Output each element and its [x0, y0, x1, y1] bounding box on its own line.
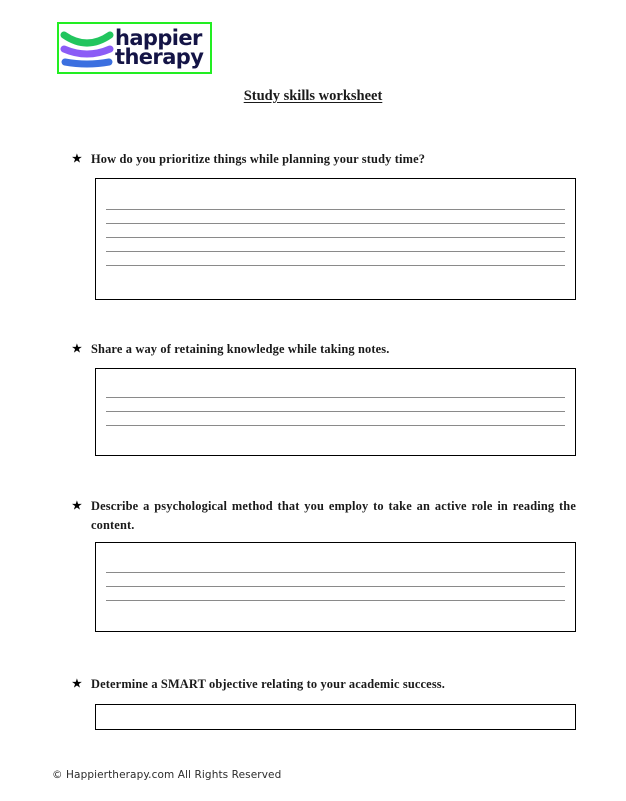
rule-line: [106, 411, 565, 412]
logo-arcs-icon: [60, 25, 114, 71]
question-text-1: How do you prioritize things while planning your study time?: [91, 152, 426, 166]
star-bullet-icon: ★: [72, 678, 82, 690]
question-text-3: Describe a psychological method that you employ to take an active role in reading the content.: [91, 499, 576, 533]
rule-line: [106, 572, 565, 573]
rule-line: [106, 600, 565, 601]
logo-wordmark: [114, 25, 210, 69]
question-item-4: [72, 675, 576, 694]
page-title: [0, 88, 626, 105]
answer-box-1[interactable]: [95, 178, 576, 300]
rule-line: [106, 209, 565, 210]
rule-line: [106, 265, 565, 266]
question-text-4: Determine a SMART objective relating to your academic success.: [91, 677, 446, 691]
rule-line: [106, 237, 565, 238]
rule-line: [106, 251, 565, 252]
brand-logo: [57, 22, 212, 74]
answer-rules-3: [106, 572, 565, 614]
answer-box-3[interactable]: [95, 542, 576, 632]
star-bullet-icon: ★: [72, 343, 82, 355]
question-item-3: [72, 497, 576, 535]
answer-box-4[interactable]: [95, 704, 576, 730]
rule-line: [106, 586, 565, 587]
answer-rules-2: [106, 397, 565, 439]
question-item-2: [72, 340, 576, 359]
footer-copyright: © Happiertherapy.com All Rights Reserved: [52, 769, 282, 781]
answer-rules-1: [106, 209, 565, 279]
star-bullet-icon: ★: [72, 500, 82, 512]
rule-line: [106, 397, 565, 398]
rule-line: [106, 223, 565, 224]
question-item-1: [72, 150, 576, 169]
answer-box-2[interactable]: [95, 368, 576, 456]
question-text-2: Share a way of retaining knowledge while taking notes.: [91, 342, 390, 356]
star-bullet-icon: ★: [72, 153, 82, 165]
logo-word-happier: happier: [115, 25, 202, 50]
logo-word-therapy: therapy: [115, 45, 204, 69]
rule-line: [106, 425, 565, 426]
page-title-text: Study skills worksheet: [243, 88, 383, 104]
